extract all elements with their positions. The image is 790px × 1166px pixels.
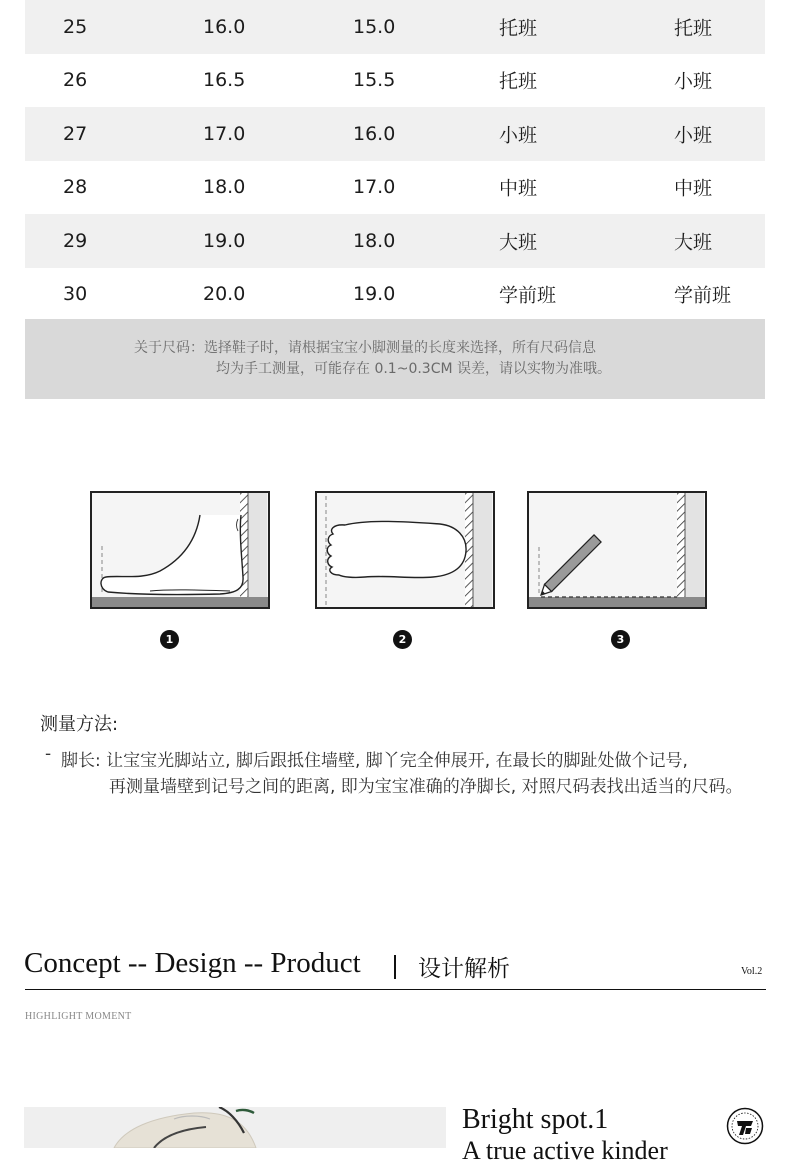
- class-cell: 学前班: [674, 284, 732, 307]
- step-number: 1: [160, 630, 179, 649]
- pencil-mark-icon: [527, 491, 707, 609]
- shoe-image: [24, 1107, 446, 1148]
- class-cell: 小班: [674, 124, 713, 147]
- foot-length-cell: 19.0: [203, 229, 246, 252]
- foot-length-cell: 16.5: [203, 69, 246, 92]
- size-note-line: 关于尺码：选择鞋子时，请根据宝宝小脚测量的长度来选择，所有尺码信息: [134, 340, 596, 356]
- size-cell: 30: [63, 283, 88, 306]
- foot-length-cell: 20.0: [203, 283, 246, 306]
- size-note-line: 均为手工测量，可能存在 0.1~0.3CM 误差，请以实物为准哦。: [216, 361, 612, 377]
- class-cell: 托班: [499, 17, 538, 40]
- foot-length-cell: 17.0: [353, 176, 396, 199]
- feature-subtitle: A true active kinder: [462, 1136, 668, 1165]
- method-title: 测量方法:: [40, 714, 119, 735]
- class-cell: 中班: [499, 177, 538, 200]
- brand-seal-icon: [726, 1107, 764, 1145]
- size-cell: 26: [63, 69, 88, 92]
- table-row: [25, 214, 765, 268]
- table-row: [25, 54, 765, 108]
- class-cell: 小班: [499, 124, 538, 147]
- step-number: 3: [611, 630, 630, 649]
- section-title: Concept -- Design -- Product: [24, 947, 361, 979]
- class-cell: 小班: [674, 70, 713, 93]
- size-cell: 27: [63, 122, 88, 145]
- foot-length-cell: 19.0: [353, 283, 396, 306]
- foot-side-view-icon: [90, 491, 270, 609]
- method-text: 脚长: 让宝宝光脚站立, 脚后跟抵住墙壁, 脚丫完全伸展开, 在最长的脚趾处做个记号,: [61, 751, 688, 771]
- feature-title: Bright spot.1: [462, 1104, 609, 1135]
- class-cell: 中班: [674, 177, 713, 200]
- volume-label: Vol.2: [741, 966, 763, 977]
- foot-length-cell: 16.0: [353, 122, 396, 145]
- table-row: [25, 268, 765, 322]
- foot-length-cell: 18.0: [353, 229, 396, 252]
- foot-length-cell: 15.5: [353, 69, 396, 92]
- foot-length-cell: 18.0: [203, 176, 246, 199]
- foot-length-cell: 17.0: [203, 122, 246, 145]
- section-title-cn: 设计解析: [418, 956, 510, 982]
- table-row: [25, 0, 765, 54]
- product-photo: [24, 1107, 446, 1148]
- table-row: [25, 107, 765, 161]
- foot-top-view-icon: [315, 491, 495, 609]
- size-cell: 28: [63, 176, 88, 199]
- size-cell: 29: [63, 229, 88, 252]
- size-note: [25, 319, 765, 399]
- title-divider: [394, 955, 396, 979]
- highlight-label: HIGHLIGHT MOMENT: [25, 1011, 132, 1022]
- class-cell: 大班: [674, 231, 713, 254]
- foot-length-cell: 15.0: [353, 15, 396, 38]
- table-row: [25, 161, 765, 215]
- method-bullet: -: [45, 744, 52, 764]
- class-cell: 大班: [499, 231, 538, 254]
- class-cell: 托班: [499, 70, 538, 93]
- size-table: [25, 0, 765, 321]
- class-cell: 托班: [674, 17, 713, 40]
- class-cell: 学前班: [499, 284, 557, 307]
- section-rule: [25, 989, 766, 990]
- size-cell: 25: [63, 15, 88, 38]
- step-number: 2: [393, 630, 412, 649]
- method-text: 再测量墙壁到记号之间的距离, 即为宝宝准确的净脚长, 对照尺码表找出适当的尺码。: [109, 777, 743, 797]
- foot-length-cell: 16.0: [203, 15, 246, 38]
